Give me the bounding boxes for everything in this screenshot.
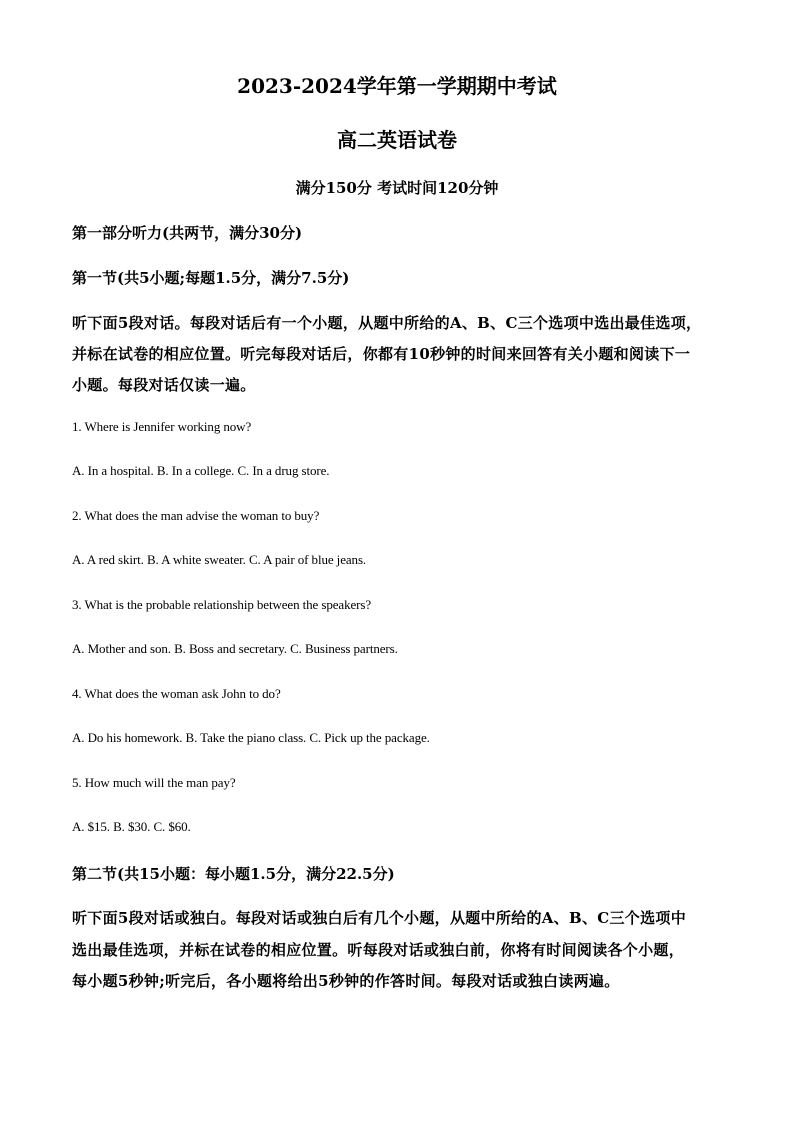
exam-title: 2023-2024学年第一学期期中考试 — [237, 74, 557, 98]
question-2: 2. What does the man advise the woman to buy? — [72, 508, 320, 523]
exam-info: 满分150分 考试时间120分钟 — [295, 179, 499, 197]
question-2-options: A. A red skirt. B. A white sweater. C. A pair of blue jeans. — [72, 552, 367, 567]
part1-heading: 第一部分听力(共两节，满分30分) — [72, 224, 303, 242]
question-1-options: A. In a hospital. B. In a college. C. In a drug store. — [72, 463, 330, 478]
section2-instruction-line: 选出最佳选项，并标在试卷的相应位置。听每段对话或独白前，你将有时间阅读各个小题， — [72, 941, 685, 959]
section1-heading: 第一节(共5小题;每题1.5分，满分7.5分) — [72, 269, 350, 287]
question-5-options: A. $15. B. $30. C. $60. — [72, 819, 191, 834]
question-4: 4. What does the woman ask John to do? — [72, 686, 281, 701]
question-4-options: A. Do his homework. B. Take the piano class. C. Pick up the package. — [72, 730, 430, 745]
question-3-options: A. Mother and son. B. Boss and secretary. C. Business partners. — [72, 641, 398, 656]
section1-instruction-line: 小题。每段对话仅读一遍。 — [72, 376, 256, 394]
question-5: 5. How much will the man pay? — [72, 775, 236, 790]
section2-instruction-line: 听下面5段对话或独白。每段对话或独白后有几个小题，从题中所给的A、B、C三个选项中 — [72, 909, 686, 927]
question-1: 1. Where is Jennifer working now? — [72, 419, 252, 434]
question-3: 3. What is the probable relationship between the speakers? — [72, 597, 371, 612]
section2-instruction-line: 每小题5秒钟;听完后，各小题将给出5秒钟的作答时间。每段对话或独白读两遍。 — [72, 972, 620, 990]
section1-instruction-line: 听下面5段对话。每段对话后有一个小题，从题中所给的A、B、C三个选项中选出最佳选项， — [72, 314, 702, 332]
section1-instruction-line: 并标在试卷的相应位置。听完每段对话后，你都有10秒钟的时间来回答有关小题和阅读下一 — [72, 345, 691, 363]
section2-heading: 第二节(共15小题：每小题1.5分，满分22.5分) — [72, 865, 395, 883]
exam-subtitle: 高二英语试卷 — [337, 128, 457, 152]
